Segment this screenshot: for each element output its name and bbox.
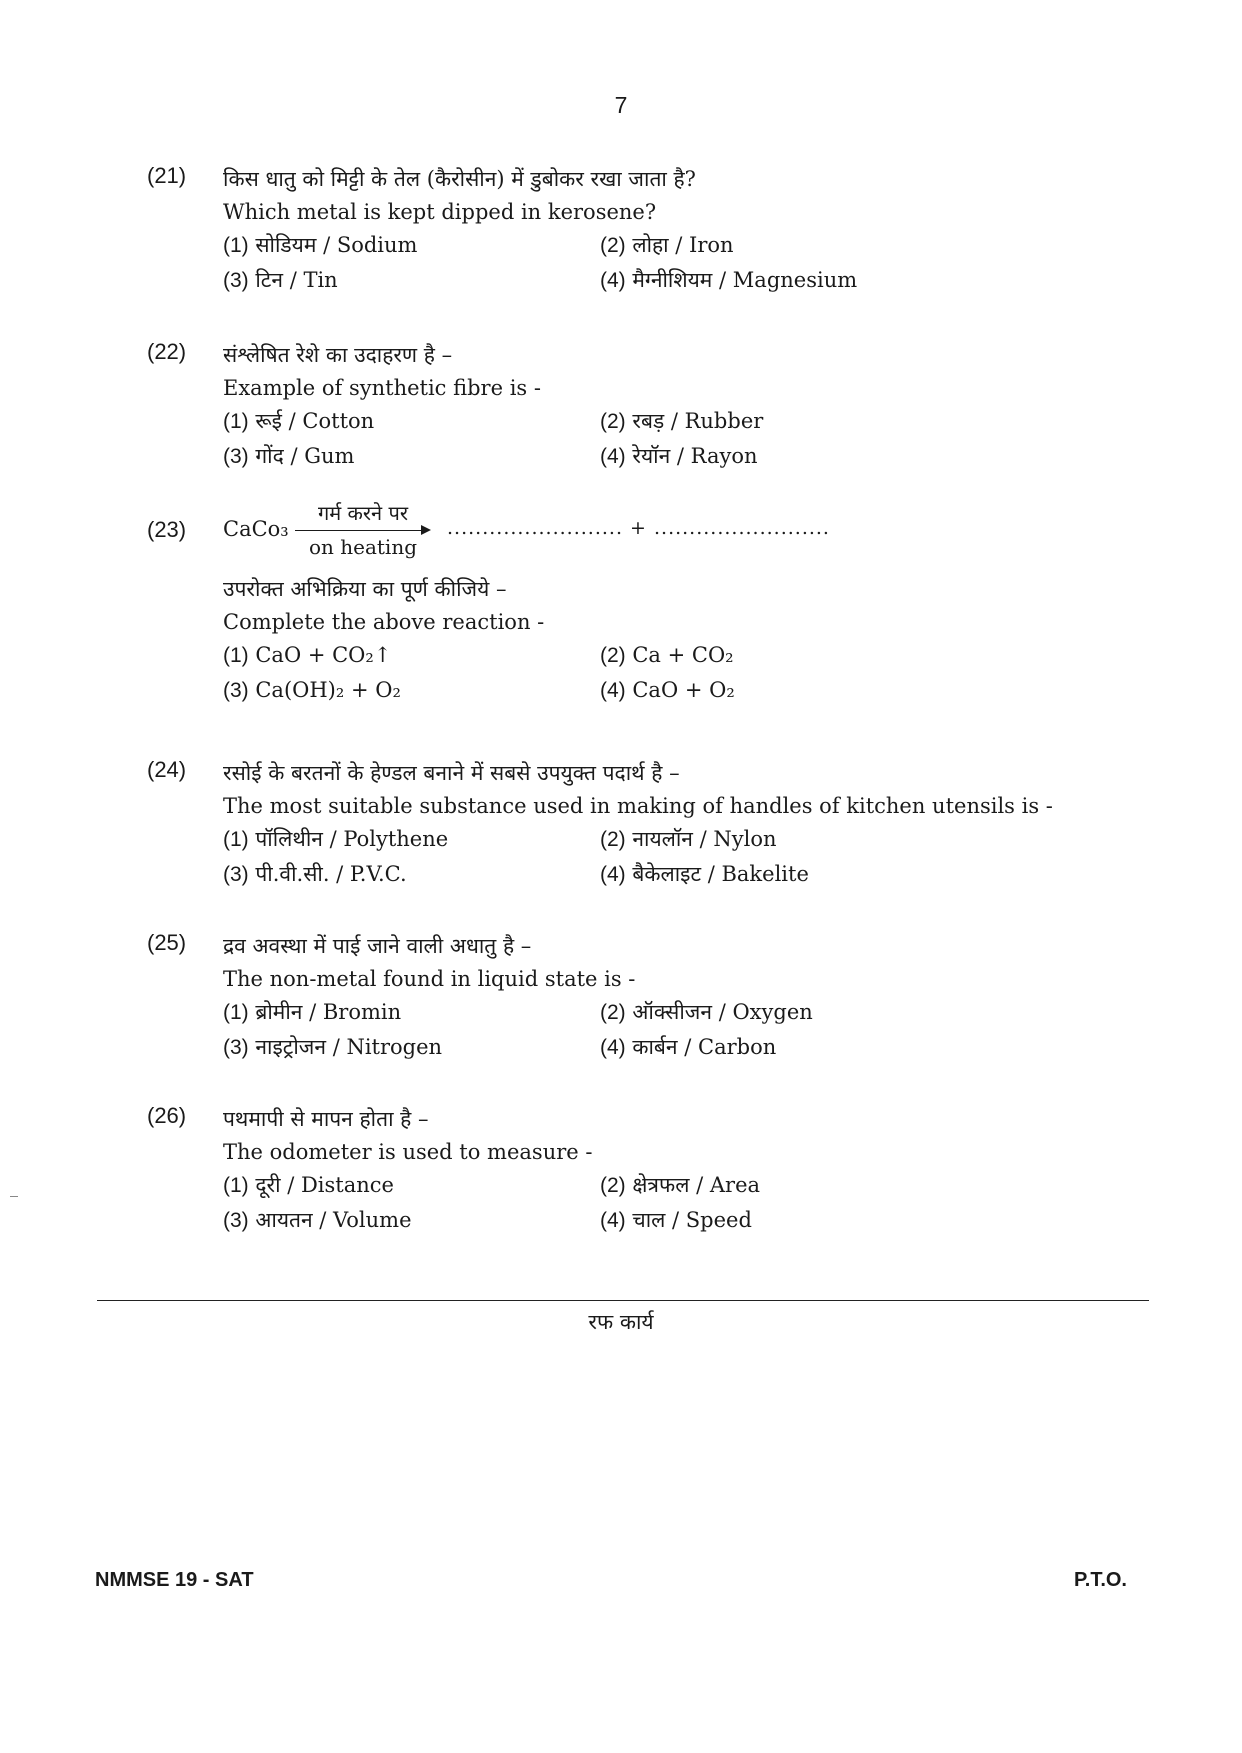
question-text-hindi: किस धातु को मिट्टी के तेल (कैरोसीन) में डुबोकर रखा जाता है? (223, 167, 696, 191)
margin-mark (10, 1196, 18, 1197)
question-text-english: Which metal is kept dipped in kerosene? (223, 200, 657, 224)
option-1: (1) ब्रोमीन / Bromin (223, 1000, 402, 1024)
question-text-hindi: रसोई के बरतनों के हेण्डल बनाने में सबसे उपयुक्त पदार्थ है – (223, 761, 680, 785)
question-number: (22) (147, 339, 187, 364)
option-4: (4) चाल / Speed (600, 1208, 752, 1232)
question-number: (21) (147, 163, 187, 188)
options (223, 1169, 1103, 1239)
question-text-english: Example of synthetic fibre is - (223, 376, 541, 400)
reactant: CaCo₃ (223, 517, 289, 541)
option-2: (2) Ca + CO₂ (600, 643, 734, 667)
option-3: (3) आयतन / Volume (223, 1208, 412, 1232)
divider-line (97, 1300, 1149, 1301)
options (223, 405, 1103, 475)
arrow-label-english: on heating (308, 535, 418, 559)
option-3: (3) गोंद / Gum (223, 444, 355, 468)
option-4: (4) CaO + O₂ (600, 678, 735, 702)
arrow-line (295, 530, 425, 531)
options (223, 229, 1103, 299)
option-1: (1) CaO + CO₂↑ (223, 643, 392, 667)
option-2: (2) ऑक्सीजन / Oxygen (600, 1000, 813, 1024)
question-number: (26) (147, 1103, 187, 1128)
option-3: (3) पी.वी.सी. / P.V.C. (223, 862, 407, 886)
option-1: (1) सोडियम / Sodium (223, 233, 418, 257)
option-4: (4) बैकेलाइट / Bakelite (600, 862, 809, 886)
question-text-english: The most suitable substance used in making of handles of kitchen utensils is - (223, 794, 1053, 818)
option-1: (1) रूई / Cotton (223, 409, 375, 433)
reaction-arrow (293, 501, 433, 563)
option-4: (4) मैग्नीशियम / Magnesium (600, 268, 858, 292)
question-number: (23) (147, 517, 187, 542)
option-1: (1) पॉलिथीन / Polythene (223, 827, 449, 851)
question-text-hindi: पथमापी से मापन होता है – (223, 1107, 429, 1131)
question-text-english: The non-metal found in liquid state is - (223, 967, 636, 991)
page-number: 7 (614, 92, 628, 118)
option-2: (2) नायलॉन / Nylon (600, 827, 777, 851)
arrow-head-icon (421, 525, 431, 535)
options (223, 996, 1103, 1066)
arrow-label-hindi: गर्म करने पर (317, 501, 409, 525)
option-4: (4) रेयॉन / Rayon (600, 444, 758, 468)
option-3: (3) नाइट्रोजन / Nitrogen (223, 1035, 443, 1059)
option-4: (4) कार्बन / Carbon (600, 1035, 777, 1059)
question-text-hindi: द्रव अवस्था में पाई जाने वाली अधातु है – (223, 934, 532, 958)
footer-pto: P.T.O. (1074, 1569, 1127, 1591)
options (223, 639, 1103, 709)
product-blanks: ......................... + ......................... (447, 517, 830, 539)
question-text-english: Complete the above reaction - (223, 610, 545, 634)
option-1: (1) दूरी / Distance (223, 1173, 394, 1197)
question-text-english: The odometer is used to measure - (223, 1140, 593, 1164)
question-number: (24) (147, 757, 187, 782)
option-2: (2) क्षेत्रफल / Area (600, 1173, 761, 1197)
chemical-reaction (223, 501, 1103, 563)
question-text-hindi: संश्लेषित रेशे का उदाहरण है – (223, 343, 453, 367)
option-2: (2) लोहा / Iron (600, 233, 734, 257)
rough-work-label: रफ कार्य (588, 1310, 654, 1334)
option-3: (3) Ca(OH)₂ + O₂ (223, 678, 401, 702)
footer-exam-code: NMMSE 19 - SAT (95, 1569, 254, 1591)
option-3: (3) टिन / Tin (223, 268, 338, 292)
options (223, 823, 1103, 893)
option-2: (2) रबड़ / Rubber (600, 409, 764, 433)
question-text-hindi: उपरोक्त अभिक्रिया का पूर्ण कीजिये – (223, 577, 507, 601)
question-number: (25) (147, 930, 187, 955)
